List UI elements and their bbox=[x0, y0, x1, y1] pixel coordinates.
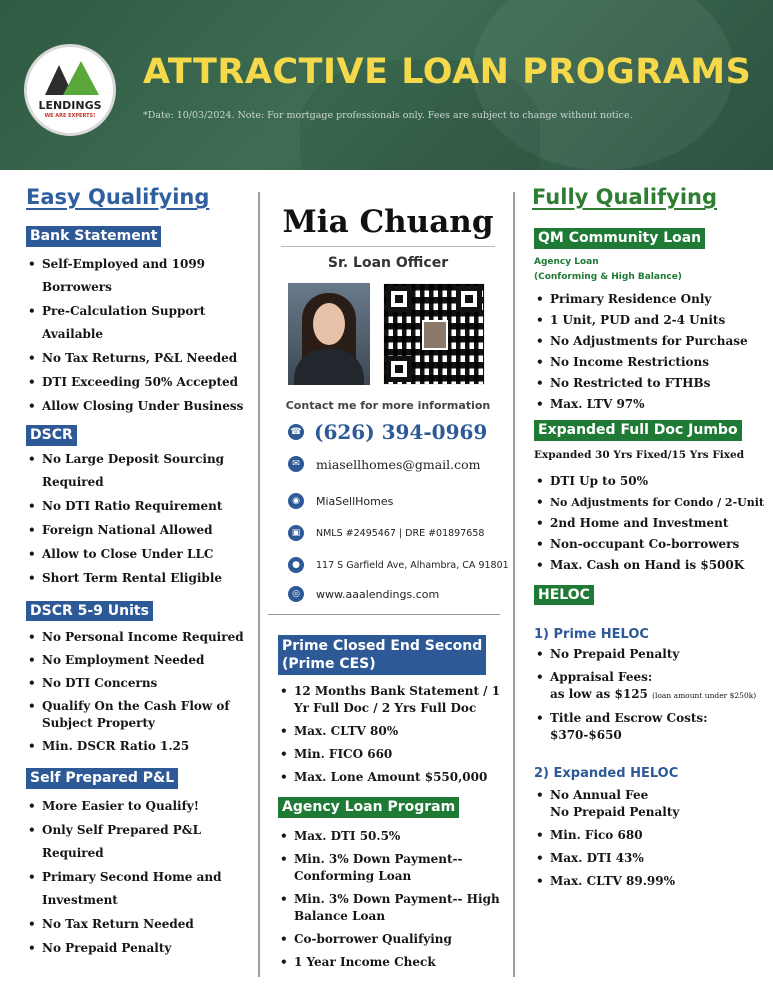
jumbo-tag: Expanded Full Doc Jumbo bbox=[534, 420, 742, 441]
contact-cta: Contact me for more information bbox=[285, 399, 491, 412]
page-header bbox=[0, 0, 773, 170]
list-item: • Min. DSCR Ratio 1.25 bbox=[26, 738, 254, 755]
office-address: 117 S Garfield Ave, Alhambra, CA 91801 bbox=[316, 559, 509, 571]
email-icon: ✉ bbox=[288, 456, 304, 472]
social-handle[interactable]: MiaSellHomes bbox=[316, 494, 394, 508]
prime-heloc-title: 1) Prime HELOC bbox=[534, 627, 649, 643]
prime-heloc-list bbox=[534, 646, 766, 744]
list-item: • Max. Lone Amount $550,000 bbox=[278, 769, 508, 786]
social-row[interactable] bbox=[268, 491, 508, 511]
list-item: • No Large Deposit Sourcing Required bbox=[26, 448, 254, 494]
list-item: • 1 Unit, PUD and 2-4 Units bbox=[534, 312, 766, 329]
list-item: • No Income Restrictions bbox=[534, 354, 766, 371]
contact-divider bbox=[268, 614, 500, 615]
qm-sub-label-2: (Conforming & High Balance) bbox=[534, 271, 682, 282]
list-item: • No Tax Return Needed bbox=[26, 913, 254, 936]
list-item: • No Adjustments for Condo / 2-Unit bbox=[534, 494, 766, 511]
list-item: • Max. DTI 50.5% bbox=[278, 828, 508, 845]
email-row[interactable] bbox=[268, 454, 508, 474]
logo-text: LENDINGS bbox=[38, 99, 102, 112]
photo-qr-row bbox=[268, 283, 508, 387]
officer-name: Mia Chuang bbox=[282, 204, 494, 240]
dscr-5-9-tag: DSCR 5-9 Units bbox=[26, 601, 153, 622]
address-row bbox=[268, 555, 508, 575]
list-item: • No Prepaid Penalty bbox=[534, 646, 766, 663]
list-item: • No Personal Income Required bbox=[26, 629, 254, 646]
date-note: *Date: 10/03/2024. Note: For mortgage professionals only. Fees are subject to change without notice. bbox=[143, 110, 633, 121]
list-item: • More Easier to Qualify! bbox=[26, 795, 254, 818]
list-item: • Allow to Close Under LLC bbox=[26, 543, 254, 566]
globe-icon: ◎ bbox=[288, 586, 304, 602]
officer-photo bbox=[288, 283, 370, 385]
website-link[interactable]: www.aaalendings.com bbox=[316, 587, 440, 601]
easy-qualifying-heading: Easy Qualifying bbox=[26, 185, 210, 209]
list-item: • Min. Fico 680 bbox=[534, 827, 766, 844]
list-item: • Self-Employed and 1099 Borrowers bbox=[26, 253, 254, 299]
self-prepared-pl-tag: Self Prepared P&L bbox=[26, 768, 178, 789]
phone-icon: ☎ bbox=[288, 424, 304, 440]
logo-tagline: WE ARE EXPERTS! bbox=[44, 113, 96, 119]
agency-loan-tag: Agency Loan Program bbox=[278, 797, 459, 818]
company-logo bbox=[24, 44, 116, 136]
prime-ces-list bbox=[278, 683, 508, 786]
id-card-icon: ▣ bbox=[288, 525, 304, 541]
qm-community-tag: QM Community Loan bbox=[534, 228, 705, 249]
email-address[interactable]: miasellhomes@gmail.com bbox=[316, 456, 481, 472]
fully-qualifying-heading: Fully Qualifying bbox=[532, 185, 718, 209]
list-item: • No DTI Concerns bbox=[26, 675, 254, 692]
middle-column bbox=[268, 190, 508, 977]
prime-ces-label-sub: (Prime CES) bbox=[282, 656, 376, 673]
list-item: • No Tax Returns, P&L Needed bbox=[26, 347, 254, 370]
license-numbers: NMLS #2495467 | DRE #01897658 bbox=[316, 527, 485, 539]
list-item: • 12 Months Bank Statement / 1 Yr Full Doc / 2 Yrs Full Doc bbox=[278, 683, 508, 717]
list-item: No Prepaid Penalty bbox=[550, 805, 680, 820]
list-item: • No Employment Needed bbox=[26, 652, 254, 669]
dscr-5-9-list bbox=[26, 629, 254, 755]
appraisal-tiny-note: (loan amount under $250k) bbox=[652, 691, 757, 701]
list-item: • Foreign National Allowed bbox=[26, 519, 254, 542]
license-row bbox=[268, 523, 508, 543]
appraisal-detail: as low as $125 bbox=[550, 687, 648, 702]
qm-sub-label: Agency Loan bbox=[534, 256, 599, 267]
jumbo-list bbox=[534, 473, 766, 574]
name-divider bbox=[281, 246, 495, 247]
expanded-heloc-list bbox=[534, 787, 766, 890]
expanded-heloc-title: 2) Expanded HELOC bbox=[534, 766, 679, 782]
logo-mountain-icon bbox=[63, 61, 99, 95]
list-item: • Primary Second Home and Investment bbox=[26, 866, 254, 912]
list-item: • Appraisal Fees: bbox=[534, 669, 766, 686]
list-item: • Max. DTI 43% bbox=[534, 850, 766, 867]
column-divider bbox=[513, 192, 515, 977]
appraisal-detail-row bbox=[534, 686, 766, 704]
list-item: • Short Term Rental Eligible bbox=[26, 567, 254, 590]
bank-statement-list bbox=[26, 253, 254, 418]
list-item: • No DTI Ratio Requirement bbox=[26, 495, 254, 518]
list-item: • Pre-Calculation Support Available bbox=[26, 300, 254, 346]
bank-statement-tag: Bank Statement bbox=[26, 226, 161, 247]
qr-code[interactable] bbox=[383, 283, 485, 385]
list-item: • Allow Closing Under Business bbox=[26, 395, 254, 418]
list-item: • Primary Residence Only bbox=[534, 291, 766, 308]
list-item: • Min. 3% Down Payment-- High Balance Loan bbox=[278, 891, 508, 925]
self-prepared-pl-list bbox=[26, 795, 254, 960]
list-item: • No Restricted to FTHBs bbox=[534, 375, 766, 392]
agency-loan-list bbox=[278, 828, 508, 971]
officer-role: Sr. Loan Officer bbox=[327, 255, 449, 271]
right-column bbox=[526, 185, 766, 896]
list-item: • 1 Year Income Check bbox=[278, 954, 508, 971]
heloc-tag: HELOC bbox=[534, 585, 594, 606]
phone-number[interactable]: (626) 394-0969 bbox=[314, 420, 488, 444]
jumbo-note: Expanded 30 Yrs Fixed/15 Yrs Fixed bbox=[534, 448, 745, 461]
list-item: • Max. LTV 97% bbox=[534, 396, 766, 413]
list-item: • Non-occupant Co-borrowers bbox=[534, 536, 766, 553]
location-pin-icon: ● bbox=[288, 557, 304, 573]
list-item: • No Annual Fee bbox=[534, 787, 766, 804]
phone-row[interactable] bbox=[268, 420, 508, 444]
list-item: • Min. FICO 660 bbox=[278, 746, 508, 763]
page-title: ATTRACTIVE LOAN PROGRAMS bbox=[143, 52, 752, 92]
list-item: • Title and Escrow Costs: $370-$650 bbox=[534, 710, 766, 744]
list-item: • Max. CLTV 80% bbox=[278, 723, 508, 740]
list-item: • DTI Exceeding 50% Accepted bbox=[26, 371, 254, 394]
list-item: • No Adjustments for Purchase bbox=[534, 333, 766, 350]
list-item: • DTI Up to 50% bbox=[534, 473, 766, 490]
list-item: • Qualify On the Cash Flow of Subject Property bbox=[26, 698, 254, 732]
qr-photo-thumbnail bbox=[422, 320, 448, 350]
wechat-icon: ◉ bbox=[288, 493, 304, 509]
list-item: • Co-borrower Qualifying bbox=[278, 931, 508, 948]
list-item: • Min. 3% Down Payment-- Conforming Loan bbox=[278, 851, 508, 885]
left-column bbox=[18, 185, 254, 961]
dscr-tag: DSCR bbox=[26, 425, 77, 446]
column-divider bbox=[258, 192, 260, 977]
prime-ces-tag bbox=[278, 635, 486, 675]
list-item: • 2nd Home and Investment bbox=[534, 515, 766, 532]
prime-ces-label: Prime Closed End Second bbox=[282, 638, 483, 654]
qm-community-list bbox=[534, 291, 766, 413]
dscr-list bbox=[26, 448, 254, 590]
list-item: • Max. Cash on Hand is $500K bbox=[534, 557, 766, 574]
website-row[interactable] bbox=[268, 584, 508, 604]
list-item: • No Prepaid Penalty bbox=[26, 937, 254, 960]
list-item: • Max. CLTV 89.99% bbox=[534, 873, 766, 890]
list-item: • Only Self Prepared P&L Required bbox=[26, 819, 254, 865]
